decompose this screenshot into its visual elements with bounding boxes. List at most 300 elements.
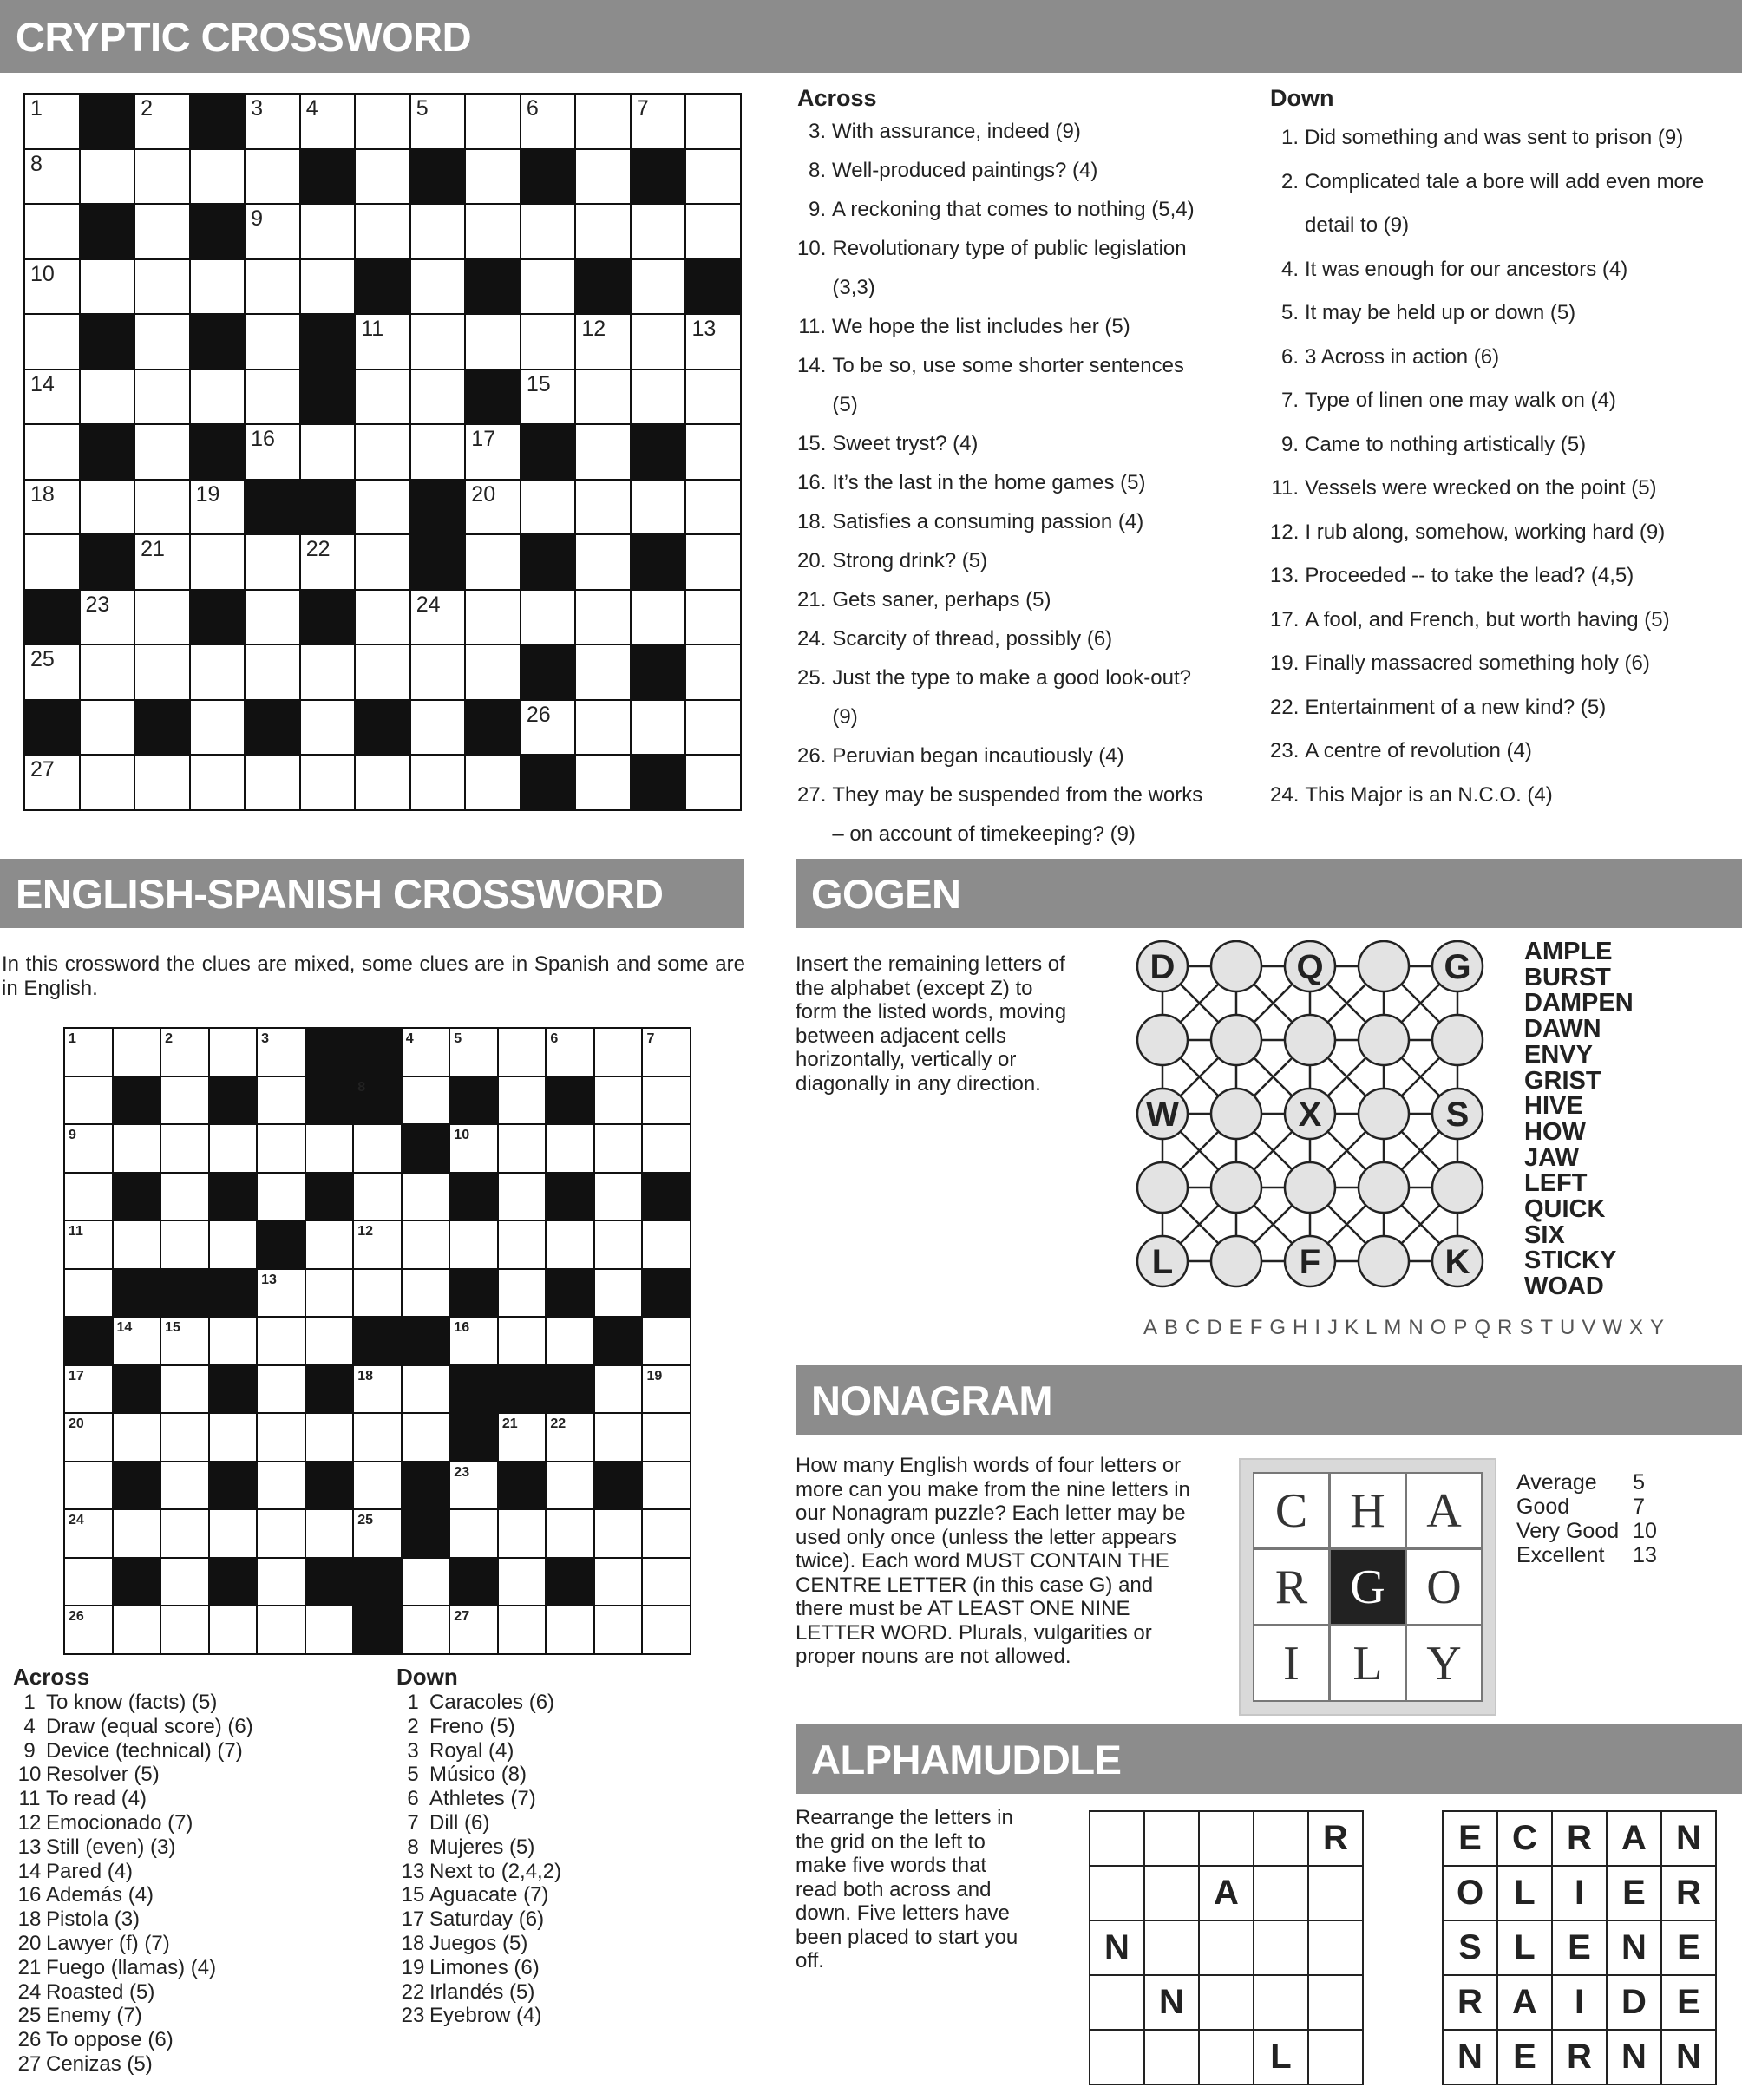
grid-cell[interactable] bbox=[65, 1414, 112, 1461]
alphamuddle-letter-cell[interactable]: C bbox=[1498, 1812, 1551, 1865]
grid-cell[interactable] bbox=[466, 425, 520, 479]
grid-cell[interactable] bbox=[25, 260, 79, 314]
grid-cell[interactable] bbox=[356, 425, 409, 479]
grid-cell[interactable] bbox=[246, 535, 299, 589]
alphamuddle-cell[interactable] bbox=[1145, 2031, 1198, 2084]
grid-cell[interactable] bbox=[191, 260, 245, 314]
grid-cell[interactable] bbox=[65, 1606, 112, 1653]
grid-cell[interactable] bbox=[81, 481, 134, 534]
grid-cell[interactable] bbox=[161, 1318, 208, 1364]
grid-cell[interactable] bbox=[686, 95, 740, 148]
grid-cell[interactable] bbox=[632, 95, 685, 148]
grid-cell[interactable] bbox=[643, 1510, 690, 1557]
grid-cell[interactable] bbox=[643, 1606, 690, 1653]
grid-cell[interactable] bbox=[521, 701, 575, 755]
grid-cell[interactable] bbox=[356, 150, 409, 204]
grid-cell[interactable] bbox=[306, 1414, 353, 1461]
grid-cell[interactable] bbox=[65, 1029, 112, 1076]
grid-cell[interactable] bbox=[632, 701, 685, 755]
alphamuddle-letter-cell[interactable]: A bbox=[1498, 1976, 1551, 2029]
grid-cell[interactable] bbox=[25, 535, 79, 589]
grid-cell[interactable] bbox=[686, 370, 740, 424]
grid-cell[interactable] bbox=[686, 150, 740, 204]
grid-cell[interactable] bbox=[576, 756, 630, 809]
grid-cell[interactable] bbox=[210, 1414, 257, 1461]
grid-cell[interactable] bbox=[576, 591, 630, 644]
grid-cell[interactable] bbox=[411, 645, 465, 699]
alphamuddle-cell[interactable]: N bbox=[1090, 1921, 1143, 1974]
alphamuddle-cell[interactable] bbox=[1145, 1921, 1198, 1974]
gogen-cell[interactable] bbox=[1137, 1162, 1188, 1213]
grid-cell[interactable] bbox=[521, 315, 575, 369]
grid-cell[interactable] bbox=[576, 95, 630, 148]
grid-cell[interactable] bbox=[499, 1125, 546, 1172]
grid-cell[interactable] bbox=[466, 315, 520, 369]
grid-cell[interactable] bbox=[576, 645, 630, 699]
grid-cell[interactable] bbox=[411, 95, 465, 148]
grid-cell[interactable] bbox=[301, 95, 355, 148]
grid-cell[interactable] bbox=[301, 205, 355, 258]
grid-cell[interactable] bbox=[135, 591, 189, 644]
grid-cell[interactable] bbox=[306, 1318, 353, 1364]
gogen-cell[interactable] bbox=[1359, 1089, 1409, 1139]
grid-cell[interactable] bbox=[306, 1606, 353, 1653]
alphamuddle-letter-cell[interactable]: L bbox=[1498, 1921, 1551, 1974]
grid-cell[interactable] bbox=[65, 1125, 112, 1172]
grid-cell[interactable] bbox=[466, 645, 520, 699]
grid-cell[interactable] bbox=[246, 150, 299, 204]
alphamuddle-cell[interactable] bbox=[1254, 1812, 1307, 1865]
grid-cell[interactable] bbox=[25, 425, 79, 479]
grid-cell[interactable] bbox=[356, 205, 409, 258]
gogen-cell[interactable] bbox=[1359, 1162, 1409, 1213]
alphamuddle-letter-cell[interactable]: I bbox=[1553, 1867, 1606, 1920]
grid-cell[interactable] bbox=[210, 1221, 257, 1268]
grid-cell[interactable] bbox=[576, 370, 630, 424]
grid-cell[interactable] bbox=[258, 1174, 305, 1220]
grid-cell[interactable] bbox=[354, 1366, 401, 1413]
gogen-cell[interactable] bbox=[1359, 941, 1409, 991]
grid-cell[interactable] bbox=[161, 1510, 208, 1557]
grid-cell[interactable] bbox=[411, 701, 465, 755]
grid-cell[interactable] bbox=[246, 425, 299, 479]
grid-cell[interactable] bbox=[686, 701, 740, 755]
grid-cell[interactable] bbox=[403, 1174, 449, 1220]
grid-cell[interactable] bbox=[161, 1221, 208, 1268]
gogen-cell[interactable] bbox=[1285, 1162, 1335, 1213]
grid-cell[interactable] bbox=[499, 1318, 546, 1364]
grid-cell[interactable] bbox=[686, 315, 740, 369]
grid-cell[interactable] bbox=[595, 1366, 642, 1413]
grid-cell[interactable] bbox=[499, 1606, 546, 1653]
grid-cell[interactable] bbox=[450, 1221, 497, 1268]
alphamuddle-cell[interactable] bbox=[1200, 1812, 1253, 1865]
grid-cell[interactable] bbox=[191, 481, 245, 534]
alphamuddle-letter-cell[interactable]: N bbox=[1608, 1921, 1660, 1974]
alphamuddle-cell[interactable]: R bbox=[1309, 1812, 1362, 1865]
grid-cell[interactable] bbox=[191, 645, 245, 699]
grid-cell[interactable] bbox=[403, 1270, 449, 1317]
alphamuddle-cell[interactable] bbox=[1145, 1867, 1198, 1920]
alphamuddle-cell[interactable] bbox=[1309, 1921, 1362, 1974]
grid-cell[interactable] bbox=[411, 205, 465, 258]
alphamuddle-letter-cell[interactable]: E bbox=[1444, 1812, 1496, 1865]
grid-cell[interactable] bbox=[595, 1125, 642, 1172]
grid-cell[interactable] bbox=[114, 1221, 160, 1268]
grid-cell[interactable] bbox=[466, 591, 520, 644]
grid-cell[interactable] bbox=[246, 205, 299, 258]
grid-cell[interactable] bbox=[632, 315, 685, 369]
grid-cell[interactable] bbox=[466, 150, 520, 204]
gogen-cell[interactable] bbox=[1211, 1236, 1261, 1286]
grid-cell[interactable] bbox=[246, 260, 299, 314]
grid-cell[interactable] bbox=[499, 1510, 546, 1557]
grid-cell[interactable] bbox=[258, 1077, 305, 1124]
alphamuddle-cell[interactable] bbox=[1200, 1976, 1253, 2029]
grid-cell[interactable] bbox=[135, 645, 189, 699]
grid-cell[interactable] bbox=[65, 1270, 112, 1317]
grid-cell[interactable] bbox=[450, 1462, 497, 1509]
grid-cell[interactable] bbox=[643, 1462, 690, 1509]
grid-cell[interactable] bbox=[81, 701, 134, 755]
grid-cell[interactable] bbox=[161, 1462, 208, 1509]
grid-cell[interactable] bbox=[466, 205, 520, 258]
gogen-cell[interactable] bbox=[1211, 1015, 1261, 1065]
grid-cell[interactable] bbox=[686, 425, 740, 479]
grid-cell[interactable] bbox=[246, 95, 299, 148]
grid-cell[interactable] bbox=[25, 315, 79, 369]
grid-cell[interactable] bbox=[595, 1029, 642, 1076]
grid-cell[interactable] bbox=[466, 756, 520, 809]
grid-cell[interactable] bbox=[521, 260, 575, 314]
alphamuddle-cell[interactable] bbox=[1309, 1976, 1362, 2029]
grid-cell[interactable] bbox=[114, 1125, 160, 1172]
grid-cell[interactable] bbox=[499, 1270, 546, 1317]
grid-cell[interactable] bbox=[643, 1318, 690, 1364]
grid-cell[interactable] bbox=[499, 1174, 546, 1220]
alphamuddle-cell[interactable] bbox=[1145, 1812, 1198, 1865]
grid-cell[interactable] bbox=[354, 1510, 401, 1557]
alphamuddle-letter-cell[interactable]: N bbox=[1608, 2031, 1660, 2084]
grid-cell[interactable] bbox=[547, 1318, 593, 1364]
grid-cell[interactable] bbox=[301, 260, 355, 314]
grid-cell[interactable] bbox=[246, 591, 299, 644]
grid-cell[interactable] bbox=[450, 1029, 497, 1076]
grid-cell[interactable] bbox=[356, 370, 409, 424]
grid-cell[interactable] bbox=[191, 150, 245, 204]
grid-cell[interactable] bbox=[135, 205, 189, 258]
grid-cell[interactable] bbox=[210, 1125, 257, 1172]
grid-cell[interactable] bbox=[301, 756, 355, 809]
grid-cell[interactable] bbox=[210, 1029, 257, 1076]
grid-cell[interactable] bbox=[191, 370, 245, 424]
grid-cell[interactable] bbox=[25, 645, 79, 699]
grid-cell[interactable] bbox=[686, 535, 740, 589]
grid-cell[interactable] bbox=[499, 1029, 546, 1076]
grid-cell[interactable] bbox=[403, 1606, 449, 1653]
grid-cell[interactable] bbox=[403, 1559, 449, 1606]
grid-cell[interactable] bbox=[686, 591, 740, 644]
alphamuddle-cell[interactable]: L bbox=[1254, 2031, 1307, 2084]
grid-cell[interactable] bbox=[114, 1510, 160, 1557]
grid-cell[interactable] bbox=[301, 425, 355, 479]
alphamuddle-letter-cell[interactable]: N bbox=[1444, 2031, 1496, 2084]
grid-cell[interactable] bbox=[356, 756, 409, 809]
grid-cell[interactable] bbox=[161, 1606, 208, 1653]
grid-cell[interactable] bbox=[306, 1510, 353, 1557]
grid-cell[interactable] bbox=[411, 591, 465, 644]
grid-cell[interactable] bbox=[65, 1510, 112, 1557]
grid-cell[interactable] bbox=[576, 481, 630, 534]
alphamuddle-letter-cell[interactable]: E bbox=[1553, 1921, 1606, 1974]
grid-cell[interactable] bbox=[161, 1366, 208, 1413]
grid-cell[interactable] bbox=[356, 315, 409, 369]
grid-cell[interactable] bbox=[643, 1366, 690, 1413]
grid-cell[interactable] bbox=[258, 1559, 305, 1606]
grid-cell[interactable] bbox=[595, 1510, 642, 1557]
grid-cell[interactable] bbox=[246, 370, 299, 424]
grid-cell[interactable] bbox=[403, 1366, 449, 1413]
grid-cell[interactable] bbox=[547, 1125, 593, 1172]
alphamuddle-letter-cell[interactable]: L bbox=[1498, 1867, 1551, 1920]
grid-cell[interactable] bbox=[632, 260, 685, 314]
grid-cell[interactable] bbox=[210, 1606, 257, 1653]
grid-cell[interactable] bbox=[632, 481, 685, 534]
grid-cell[interactable] bbox=[547, 1462, 593, 1509]
grid-cell[interactable] bbox=[191, 535, 245, 589]
grid-cell[interactable] bbox=[81, 260, 134, 314]
grid-cell[interactable] bbox=[258, 1318, 305, 1364]
grid-cell[interactable] bbox=[686, 756, 740, 809]
alphamuddle-cell[interactable] bbox=[1254, 1867, 1307, 1920]
alphamuddle-letter-cell[interactable]: R bbox=[1444, 1976, 1496, 2029]
alphamuddle-letter-cell[interactable]: E bbox=[1498, 2031, 1551, 2084]
grid-cell[interactable] bbox=[258, 1366, 305, 1413]
grid-cell[interactable] bbox=[643, 1559, 690, 1606]
grid-cell[interactable] bbox=[258, 1510, 305, 1557]
alphamuddle-cell[interactable]: N bbox=[1145, 1976, 1198, 2029]
grid-cell[interactable] bbox=[81, 150, 134, 204]
gogen-cell[interactable] bbox=[1137, 1015, 1188, 1065]
grid-cell[interactable] bbox=[258, 1270, 305, 1317]
alphamuddle-cell[interactable] bbox=[1200, 2031, 1253, 2084]
grid-cell[interactable] bbox=[191, 701, 245, 755]
grid-cell[interactable] bbox=[301, 701, 355, 755]
grid-cell[interactable] bbox=[450, 1125, 497, 1172]
grid-cell[interactable] bbox=[301, 535, 355, 589]
alphamuddle-letter-cell[interactable]: O bbox=[1444, 1867, 1496, 1920]
grid-cell[interactable] bbox=[595, 1606, 642, 1653]
gogen-cell[interactable] bbox=[1211, 1162, 1261, 1213]
grid-cell[interactable] bbox=[114, 1029, 160, 1076]
grid-cell[interactable] bbox=[25, 756, 79, 809]
grid-cell[interactable] bbox=[632, 591, 685, 644]
grid-cell[interactable] bbox=[595, 1559, 642, 1606]
grid-cell[interactable] bbox=[161, 1559, 208, 1606]
grid-cell[interactable] bbox=[521, 95, 575, 148]
grid-cell[interactable] bbox=[354, 1125, 401, 1172]
grid-cell[interactable] bbox=[135, 481, 189, 534]
grid-cell[interactable] bbox=[411, 756, 465, 809]
grid-cell[interactable] bbox=[595, 1077, 642, 1124]
grid-cell[interactable] bbox=[356, 645, 409, 699]
gogen-cell[interactable] bbox=[1211, 1089, 1261, 1139]
grid-cell[interactable] bbox=[306, 1125, 353, 1172]
grid-cell[interactable] bbox=[521, 481, 575, 534]
grid-cell[interactable] bbox=[643, 1125, 690, 1172]
grid-cell[interactable] bbox=[595, 1174, 642, 1220]
gogen-cell[interactable] bbox=[1359, 1236, 1409, 1286]
grid-cell[interactable] bbox=[246, 645, 299, 699]
grid-cell[interactable] bbox=[81, 370, 134, 424]
grid-cell[interactable] bbox=[114, 1606, 160, 1653]
alphamuddle-letter-cell[interactable]: E bbox=[1662, 1921, 1715, 1974]
grid-cell[interactable] bbox=[25, 95, 79, 148]
gogen-cell[interactable] bbox=[1432, 1162, 1483, 1213]
grid-cell[interactable] bbox=[65, 1221, 112, 1268]
grid-cell[interactable] bbox=[499, 1414, 546, 1461]
grid-cell[interactable] bbox=[306, 1221, 353, 1268]
grid-cell[interactable] bbox=[161, 1174, 208, 1220]
grid-cell[interactable] bbox=[356, 481, 409, 534]
grid-cell[interactable] bbox=[258, 1462, 305, 1509]
grid-cell[interactable] bbox=[403, 1221, 449, 1268]
grid-cell[interactable] bbox=[356, 591, 409, 644]
grid-cell[interactable] bbox=[81, 756, 134, 809]
grid-cell[interactable] bbox=[547, 1414, 593, 1461]
grid-cell[interactable] bbox=[466, 481, 520, 534]
grid-cell[interactable] bbox=[354, 1221, 401, 1268]
grid-cell[interactable] bbox=[135, 425, 189, 479]
grid-cell[interactable] bbox=[576, 150, 630, 204]
grid-cell[interactable] bbox=[65, 1174, 112, 1220]
grid-cell[interactable] bbox=[466, 535, 520, 589]
grid-cell[interactable] bbox=[354, 1462, 401, 1509]
alphamuddle-cell[interactable] bbox=[1200, 1921, 1253, 1974]
grid-cell[interactable] bbox=[595, 1221, 642, 1268]
grid-cell[interactable] bbox=[356, 95, 409, 148]
grid-cell[interactable] bbox=[161, 1414, 208, 1461]
grid-cell[interactable] bbox=[301, 645, 355, 699]
alphamuddle-letter-cell[interactable]: R bbox=[1662, 1867, 1715, 1920]
grid-cell[interactable] bbox=[499, 1559, 546, 1606]
gogen-cell[interactable] bbox=[1211, 941, 1261, 991]
grid-cell[interactable] bbox=[81, 591, 134, 644]
alphamuddle-letter-cell[interactable]: E bbox=[1608, 1867, 1660, 1920]
alphamuddle-letter-cell[interactable]: N bbox=[1662, 1812, 1715, 1865]
grid-cell[interactable] bbox=[450, 1606, 497, 1653]
grid-cell[interactable] bbox=[686, 645, 740, 699]
grid-cell[interactable] bbox=[210, 1510, 257, 1557]
grid-cell[interactable] bbox=[466, 95, 520, 148]
grid-cell[interactable] bbox=[114, 1414, 160, 1461]
grid-cell[interactable] bbox=[595, 1270, 642, 1317]
grid-cell[interactable] bbox=[547, 1029, 593, 1076]
alphamuddle-letter-cell[interactable]: R bbox=[1553, 1812, 1606, 1865]
gogen-cell[interactable] bbox=[1432, 1015, 1483, 1065]
alphamuddle-letter-cell[interactable]: E bbox=[1662, 1976, 1715, 2029]
grid-cell[interactable] bbox=[643, 1414, 690, 1461]
grid-cell[interactable] bbox=[632, 370, 685, 424]
grid-cell[interactable] bbox=[246, 756, 299, 809]
grid-cell[interactable] bbox=[576, 535, 630, 589]
alphamuddle-letter-cell[interactable]: R bbox=[1553, 2031, 1606, 2084]
grid-cell[interactable] bbox=[191, 756, 245, 809]
alphamuddle-cell[interactable] bbox=[1090, 1812, 1143, 1865]
alphamuddle-letter-cell[interactable]: S bbox=[1444, 1921, 1496, 1974]
grid-cell[interactable] bbox=[258, 1414, 305, 1461]
grid-cell[interactable] bbox=[403, 1414, 449, 1461]
grid-cell[interactable] bbox=[643, 1221, 690, 1268]
grid-cell[interactable] bbox=[576, 315, 630, 369]
alphamuddle-letter-cell[interactable]: N bbox=[1662, 2031, 1715, 2084]
grid-cell[interactable] bbox=[135, 150, 189, 204]
grid-cell[interactable] bbox=[595, 1414, 642, 1461]
alphamuddle-cell[interactable] bbox=[1254, 1976, 1307, 2029]
grid-cell[interactable] bbox=[499, 1221, 546, 1268]
grid-cell[interactable] bbox=[306, 1270, 353, 1317]
grid-cell[interactable] bbox=[411, 425, 465, 479]
alphamuddle-cell[interactable] bbox=[1090, 1976, 1143, 2029]
grid-cell[interactable] bbox=[210, 1318, 257, 1364]
grid-cell[interactable] bbox=[354, 1174, 401, 1220]
grid-cell[interactable] bbox=[643, 1077, 690, 1124]
grid-cell[interactable] bbox=[643, 1029, 690, 1076]
alphamuddle-letter-cell[interactable]: I bbox=[1553, 1976, 1606, 2029]
alphamuddle-cell[interactable] bbox=[1090, 2031, 1143, 2084]
grid-cell[interactable] bbox=[258, 1029, 305, 1076]
grid-cell[interactable] bbox=[135, 95, 189, 148]
grid-cell[interactable] bbox=[403, 1029, 449, 1076]
gogen-cell[interactable] bbox=[1359, 1015, 1409, 1065]
alphamuddle-cell[interactable] bbox=[1309, 2031, 1362, 2084]
grid-cell[interactable] bbox=[499, 1077, 546, 1124]
alphamuddle-letter-cell[interactable]: D bbox=[1608, 1976, 1660, 2029]
grid-cell[interactable] bbox=[161, 1125, 208, 1172]
grid-cell[interactable] bbox=[135, 315, 189, 369]
grid-cell[interactable] bbox=[258, 1606, 305, 1653]
grid-cell[interactable] bbox=[547, 1221, 593, 1268]
grid-cell[interactable] bbox=[356, 535, 409, 589]
grid-cell[interactable] bbox=[135, 260, 189, 314]
grid-cell[interactable] bbox=[65, 1462, 112, 1509]
grid-cell[interactable] bbox=[411, 370, 465, 424]
grid-cell[interactable] bbox=[65, 1366, 112, 1413]
grid-cell[interactable] bbox=[411, 260, 465, 314]
alphamuddle-letter-cell[interactable]: A bbox=[1608, 1812, 1660, 1865]
grid-cell[interactable] bbox=[547, 1606, 593, 1653]
grid-cell[interactable] bbox=[258, 1125, 305, 1172]
grid-cell[interactable] bbox=[81, 645, 134, 699]
grid-cell[interactable] bbox=[450, 1318, 497, 1364]
grid-cell[interactable] bbox=[686, 205, 740, 258]
grid-cell[interactable] bbox=[65, 1077, 112, 1124]
grid-cell[interactable] bbox=[686, 481, 740, 534]
grid-cell[interactable] bbox=[25, 370, 79, 424]
grid-cell[interactable] bbox=[135, 756, 189, 809]
grid-cell[interactable] bbox=[25, 481, 79, 534]
grid-cell[interactable] bbox=[632, 205, 685, 258]
gogen-cell[interactable] bbox=[1285, 1015, 1335, 1065]
grid-cell[interactable] bbox=[576, 205, 630, 258]
grid-cell[interactable] bbox=[161, 1029, 208, 1076]
grid-cell[interactable] bbox=[135, 535, 189, 589]
grid-cell[interactable] bbox=[521, 205, 575, 258]
grid-cell[interactable] bbox=[411, 315, 465, 369]
grid-cell[interactable] bbox=[161, 1077, 208, 1124]
alphamuddle-cell[interactable]: A bbox=[1200, 1867, 1253, 1920]
alphamuddle-cell[interactable] bbox=[1090, 1867, 1143, 1920]
